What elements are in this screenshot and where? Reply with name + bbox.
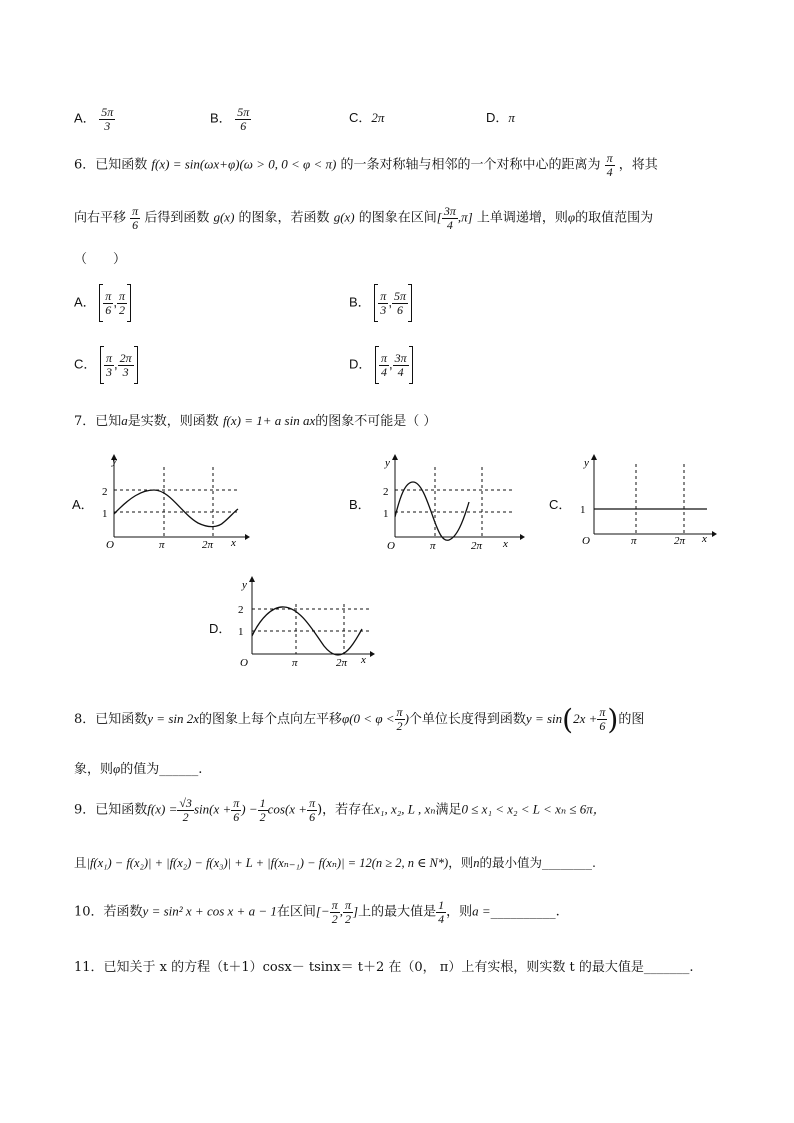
svg-text:y: y (385, 457, 390, 469)
svg-text:2π: 2π (471, 540, 483, 552)
q8-line2: 象，则φ的值为______. (74, 761, 203, 777)
svg-text:O: O (387, 540, 395, 552)
svg-text:O: O (582, 535, 590, 547)
svg-text:y: y (584, 457, 589, 469)
q7-graph-a-label: A． (72, 497, 94, 512)
q6-option-c: C． $\frac{\pi}{3}$ , $\frac{2\pi}{3}$ (74, 346, 138, 384)
svg-text:π: π (631, 535, 637, 547)
q5-a-numerator: 5π (101, 105, 114, 119)
svg-text:π: π (430, 540, 436, 552)
q7-graph-d-label: D． (209, 621, 232, 636)
q6-answer-paren: （ ） (74, 252, 127, 267)
q10-line: 10．若函数y = sin² x + cos x + a − 1在区间[− $\frac{\pi}{2}$ , $\frac{\pi}{2}$ ]上的最大值是 $\frac{1}{4}$ ，则a =__________. (74, 898, 560, 926)
q5-option-c: C．2π (349, 110, 385, 125)
q5-option-a: A． $\frac{5\pi}{3}$ (74, 105, 114, 133)
q9-line2: 且|f(x₁) − f(x₂)| + |f(x₂) − f(x₃)| + L + |f(xₙ₋₁) − f(xₙ)| = 12(n ≥ 2, n ∈ N*)，则n的最小值为________. (74, 855, 596, 870)
svg-text:1: 1 (580, 504, 586, 516)
svg-text:2π: 2π (336, 657, 348, 669)
svg-text:O: O (240, 657, 248, 669)
svg-text:x: x (503, 538, 508, 550)
q6-line2: 向右平移 $\frac{\pi}{6}$ 后得到函数 g(x) 的图象，若函数 g(x) 的图象在区间[ $\frac{3\pi}{4}$ ,π] 上单调递增，则φ的取值范围为 (74, 204, 654, 232)
q7-graph-d (230, 574, 380, 674)
q7-graph-c-label: C． (549, 497, 572, 512)
q9-line1: 9．已知函数f(x) = $\frac{√3}{2}$ sin(x + $\frac{\pi}{6}$ ) − $\frac{1}{2}$ cos(x + $\frac{\pi}{6}$ )，若存在x₁, x₂, L , xₙ满足0 ≤ x₁ < x₂ < L < xₙ ≤ 6π， (74, 796, 606, 824)
q5-option-b: B． $\frac{5\pi}{6}$ (210, 105, 250, 133)
q7-graph-b-label: B． (349, 497, 371, 512)
q8-line1: 8．已知函数y = sin 2x的图象上每个点向左平移φ(0 < φ < $\frac{\pi}{2}$ )个单位长度得到函数y = sin(2x + $\frac{\pi}{6}$ )的图 (74, 703, 645, 736)
graph-a-y-label: y (112, 455, 117, 467)
q7-stem: 7．已知a是实数，则函数 f(x) = 1+ a sin ax的图象不可能是（ ） (74, 413, 437, 429)
q6-option-a: A． $\frac{\pi}{6}$ , $\frac{\pi}{2}$ (74, 284, 131, 322)
q11-line: 11．已知关于 x 的方程（t＋1）cosx－ tsinx＝ t＋2 在（0， π）上有实根，则实数 t 的最大值是_______. (74, 960, 694, 975)
svg-text:x: x (702, 533, 707, 545)
svg-text:x: x (231, 537, 236, 549)
svg-text:2π: 2π (674, 535, 686, 547)
svg-text:π: π (292, 657, 298, 669)
svg-text:2π: 2π (202, 539, 214, 551)
svg-text:2: 2 (102, 486, 108, 498)
q6-option-b: B． $\frac{\pi}{3}$ , $\frac{5\pi}{6}$ (349, 284, 412, 322)
svg-text:2: 2 (238, 604, 244, 616)
q7-graph-b (375, 452, 525, 552)
q5-option-d: D．π (486, 110, 515, 125)
svg-text:1: 1 (238, 626, 244, 638)
q6-option-d: D． $\frac{\pi}{4}$ , $\frac{3\pi}{4}$ (349, 346, 413, 384)
q6-gx-2: g(x) (333, 209, 355, 225)
q7-graph-a (100, 452, 250, 552)
svg-text:2: 2 (383, 486, 389, 498)
svg-text:1: 1 (102, 508, 108, 520)
q6-line1: 6．已知函数 f(x) = sin(ωx+φ)(ω > 0, 0 < φ < π) 的一条对称轴与相邻的一个对称中心的距离为 $\frac{\pi}{4}$ ，将其 (74, 151, 658, 179)
svg-text:π: π (159, 539, 165, 551)
svg-text:x: x (361, 654, 366, 666)
svg-text:y: y (242, 579, 247, 591)
svg-text:1: 1 (383, 508, 389, 520)
q7-graph-c (572, 452, 722, 552)
svg-text:O: O (106, 539, 114, 551)
